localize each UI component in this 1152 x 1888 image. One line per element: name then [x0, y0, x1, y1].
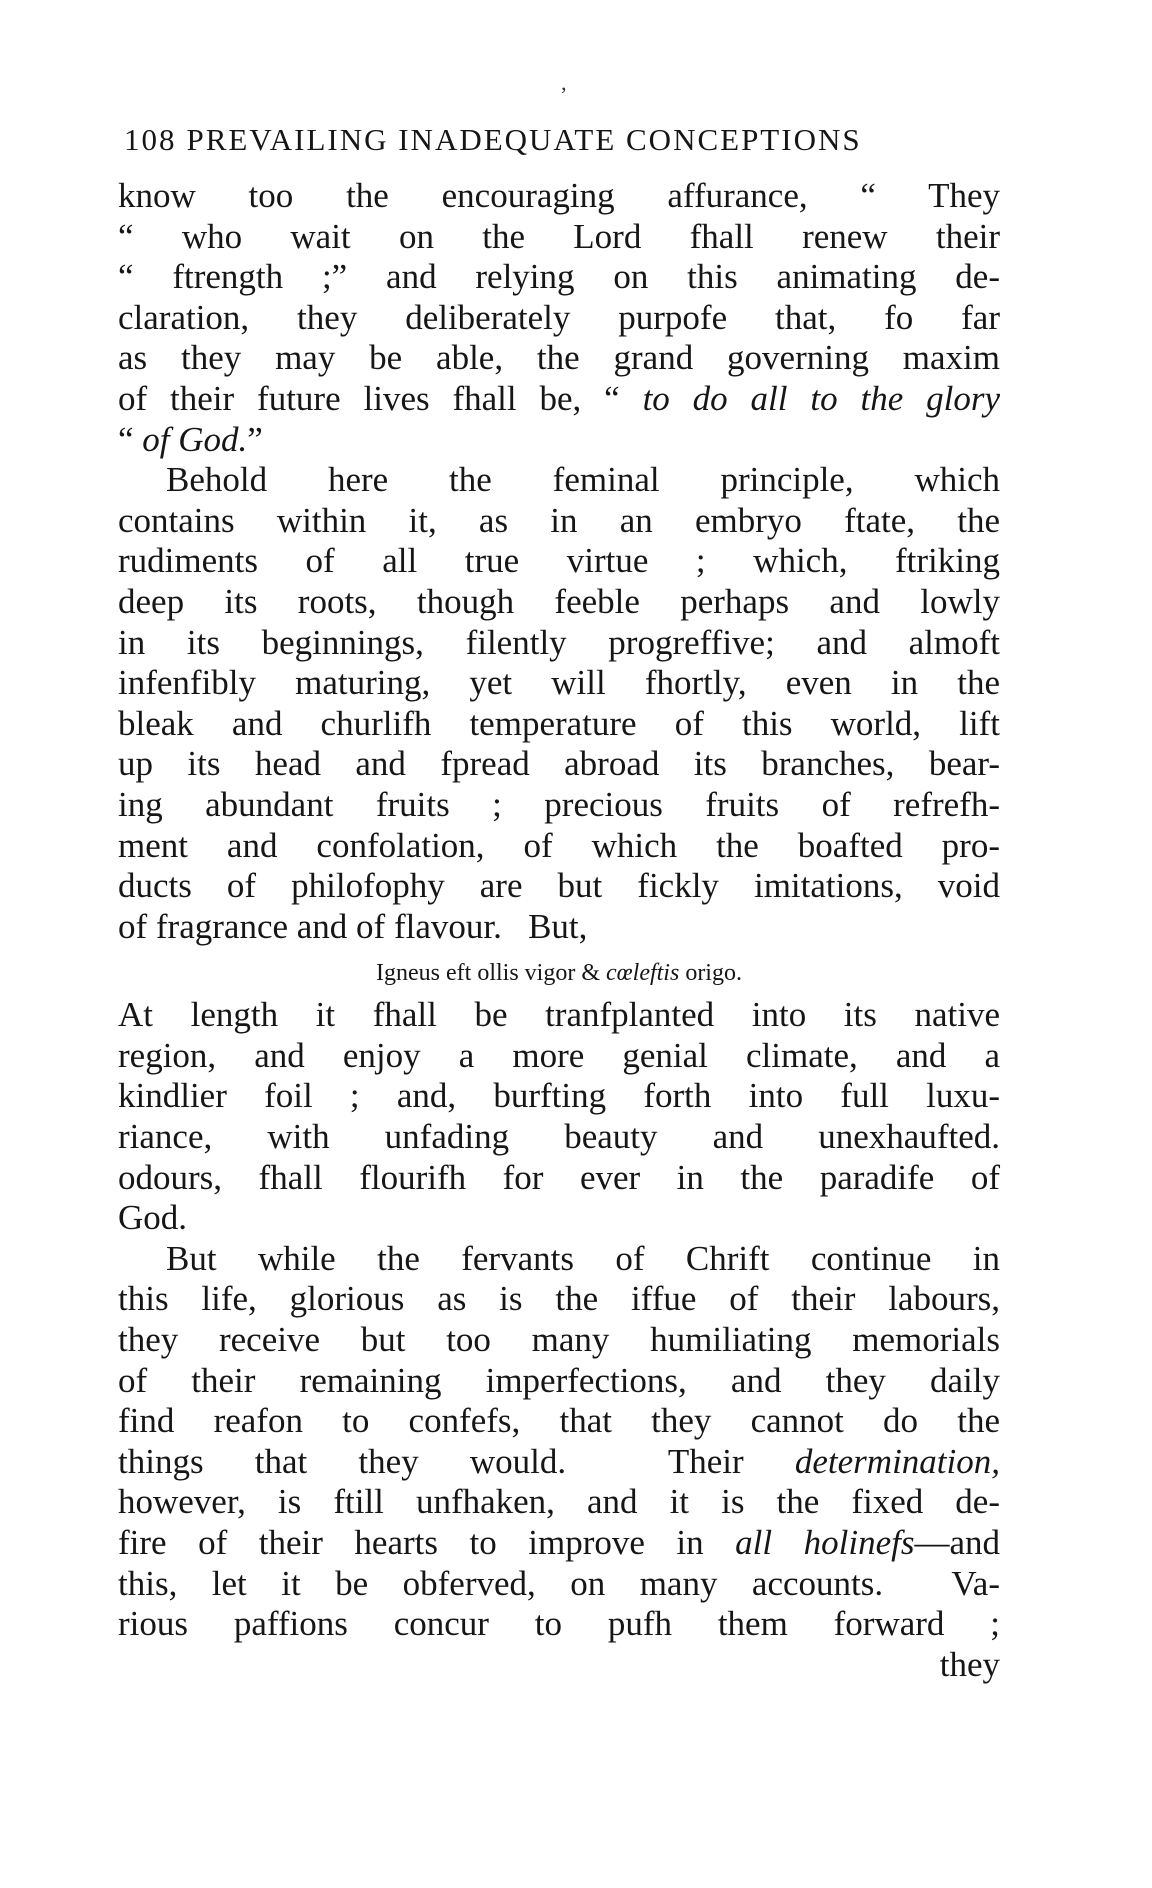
text-line	[118, 1239, 1000, 1280]
text-line	[118, 1401, 1000, 1442]
text-segment: “	[118, 419, 143, 459]
text-segment: —and	[914, 1523, 1000, 1562]
text-segment: ing abundant fruits ; precious fruits of refrefh-	[118, 784, 1000, 824]
text-segment: of fragrance and of flavour. But,	[118, 906, 588, 946]
text-line	[118, 1361, 1000, 1402]
text-segment: riance, with unfading beauty and unexhaufted.	[118, 1117, 1000, 1157]
text-segment: region, and enjoy a more genial climate, and a	[118, 1035, 1000, 1075]
text-line	[118, 1564, 1000, 1605]
text-segment: as they may be able, the grand governing maxim	[118, 338, 1000, 378]
text-line	[118, 907, 1000, 948]
text-segment: origo.	[679, 960, 742, 987]
text-segment: infenfibly maturing, yet will fhortly, even in the	[118, 663, 1000, 703]
text-line	[118, 744, 1000, 785]
running-header	[124, 122, 996, 158]
text-line	[118, 582, 1000, 623]
text-line	[118, 1117, 1000, 1158]
text-segment: of their future lives fhall be, “	[118, 378, 643, 418]
italic-text: of God.	[142, 419, 248, 459]
text-segment: in its beginnings, filently progreffive; and almoft	[118, 622, 1000, 662]
text-segment: “ ftrength ;” and relying on this animating de-	[118, 257, 1000, 297]
text-line	[118, 501, 1000, 542]
page-number: 108	[124, 122, 177, 157]
text-segment: they receive but too many humiliating memorials	[118, 1320, 1000, 1360]
text-segment: rious paffions concur to pufh them forward ;	[118, 1604, 1000, 1644]
text-segment: this, let it be obferved, on many accounts. Va-	[118, 1563, 1000, 1603]
text-segment: find reafon to confefs, that they cannot do the	[118, 1401, 1000, 1441]
running-title: PREVAILING INADEQUATE CONCEPTIONS	[186, 122, 862, 157]
text-segment: God.	[118, 1198, 188, 1238]
text-segment: things that they would. Their	[118, 1441, 795, 1481]
text-segment: contains within it, as in an embryo ftate, the	[118, 500, 1000, 540]
text-line	[118, 1036, 1000, 1077]
latin-motto	[118, 947, 1000, 995]
text-segment: bleak and churlifh temperature of this world, lift	[118, 703, 1000, 743]
text-segment: ducts of philofophy are but fickly imitations, void	[118, 866, 1000, 906]
body-text	[118, 176, 1000, 1685]
text-line	[118, 1076, 1000, 1117]
text-line	[118, 1198, 1000, 1239]
text-segment: know too the encouraging affurance, “ They	[118, 176, 1000, 215]
text-line	[118, 1523, 1000, 1564]
text-segment: they	[939, 1644, 1000, 1684]
text-segment: “ who wait on the Lord fhall renew their	[118, 216, 1000, 256]
text-segment: kindlier foil ; and, burfting forth into full luxu-	[118, 1076, 1000, 1116]
ink-speck: ‚	[560, 70, 568, 95]
text-segment: this life, glorious as is the iffue of their labours,	[118, 1279, 1000, 1319]
text-line	[118, 704, 1000, 745]
text-line	[118, 338, 1000, 379]
text-line	[118, 298, 1000, 339]
text-line	[118, 663, 1000, 704]
text-line	[118, 217, 1000, 258]
text-line	[118, 541, 1000, 582]
text-line	[118, 1604, 1000, 1645]
text-line	[118, 1279, 1000, 1320]
text-line	[118, 995, 1000, 1036]
text-line	[118, 866, 1000, 907]
text-line	[118, 1442, 1000, 1483]
text-segment: claration, they deliberately purpofe that, fo far	[118, 297, 1000, 337]
text-segment: of their remaining imperfections, and they daily	[118, 1360, 1000, 1400]
text-segment: Igneus eft ollis vigor &	[376, 960, 606, 987]
text-segment: Behold here the feminal principle, which	[166, 460, 1000, 500]
italic-text: all holinefs	[735, 1523, 915, 1562]
text-segment: up its head and fpread abroad its branches, bear-	[118, 744, 1000, 784]
text-line	[118, 257, 1000, 298]
text-line	[118, 176, 1000, 217]
text-line	[118, 460, 1000, 501]
italic-text: determination,	[794, 1441, 1000, 1481]
text-segment: fire of their hearts to improve in	[118, 1523, 736, 1562]
italic-text: to do all to the glory	[642, 378, 1000, 418]
text-segment: At length it fhall be tranfplanted into its native	[118, 995, 1000, 1035]
text-line	[118, 1645, 1000, 1686]
text-line	[118, 785, 1000, 826]
text-segment: deep its roots, though feeble perhaps and lowly	[118, 581, 1000, 621]
italic-text: cœleftis	[605, 960, 680, 987]
text-segment: But while the fervants of Chrift continue in	[166, 1238, 1000, 1278]
text-line	[118, 1320, 1000, 1361]
text-segment: ”	[247, 419, 263, 459]
text-line	[118, 1482, 1000, 1523]
text-segment: ment and confolation, of which the boafted pro-	[118, 825, 1000, 865]
text-line	[118, 623, 1000, 664]
text-segment: rudiments of all true virtue ; which, ftriking	[118, 541, 1000, 581]
text-line	[118, 1158, 1000, 1199]
text-line	[118, 420, 1000, 461]
text-segment: odours, fhall flourifh for ever in the paradife of	[118, 1157, 1000, 1197]
text-segment: however, is ftill unfhaken, and it is the fixed de-	[118, 1482, 1000, 1522]
text-line	[118, 379, 1000, 420]
text-line	[118, 826, 1000, 867]
